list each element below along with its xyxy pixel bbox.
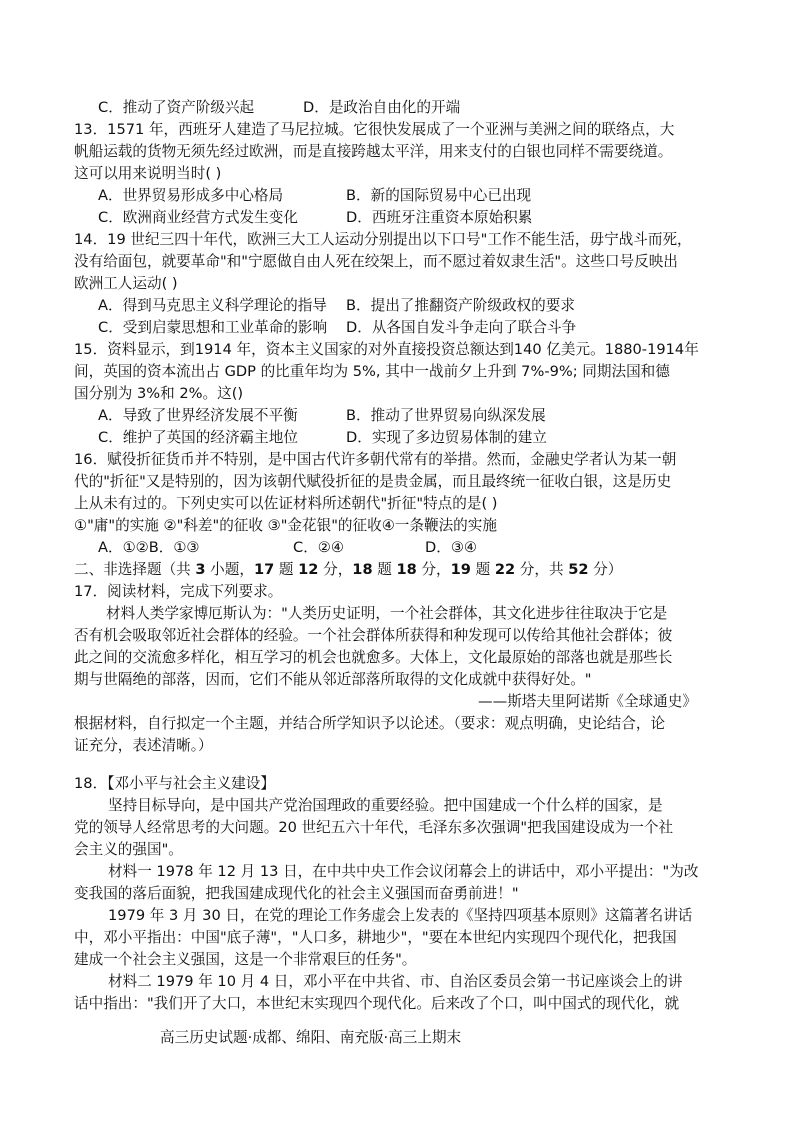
q16-stem-line-2: 代的"折征"又是特别的，因为该朝代赋役折征的是贵金属，而且最终统一征收白银，这是历史 xyxy=(74,473,672,490)
q15-option-d: D．实现了多边贸易体制的建立 xyxy=(346,429,547,446)
q18-material1-line-2: 变我国的落后面貌，把我国建成现代化的社会主义强国而奋勇前进！" xyxy=(74,885,519,902)
q14-stem-line-3: 欧洲工人运动( ) xyxy=(74,275,178,292)
q14-options-row-1 xyxy=(98,295,575,317)
q14-options-row-2 xyxy=(98,317,576,339)
q13-option-b: B．新的国际贸易中心已出现 xyxy=(346,187,532,204)
q13-stem-line-3: 这可以用来说明当时( ) xyxy=(74,165,222,182)
q13-option-d: D．西班牙注重资本原始积累 xyxy=(346,209,533,226)
q16-option-c: C．②④ xyxy=(293,539,344,556)
q17-material-line-1: 材料人类学家博厄斯认为："人类历史证明，一个社会群体，其文化进步往往取决于它是 xyxy=(106,605,668,622)
q15-option-c: C．维护了英国的经济霸主地位 xyxy=(98,429,298,446)
q16-option-d: D．③④ xyxy=(425,539,477,556)
q13-option-a: A．世界贸易形成多中心格局 xyxy=(98,187,284,204)
q13-option-c: C．欧洲商业经营方式发生变化 xyxy=(98,209,298,226)
q18-material1b-line-3: 建成一个社会主义强国，这是一个非常艰巨的任务"。 xyxy=(74,951,417,968)
q14-option-c: C．受到启蒙思想和工业革命的影响 xyxy=(98,319,328,336)
q15-option-b: B．推动了世界贸易向纵深发展 xyxy=(346,407,546,424)
q18-material2-line-2: 话中指出："我们开了大口，本世纪末实现四个现代化。后来改了个口，叫中国式的现代化，就 xyxy=(74,995,680,1012)
q15-option-a: A．导致了世界经济发展不平衡 xyxy=(98,407,298,424)
q14-option-b: B．提出了推翻资产阶级政权的要求 xyxy=(346,297,575,314)
q18-material1b-line-2: 中，邓小平指出：中国"底子薄"，"人口多，耕地少"，"要在本世纪内实现四个现代化，把我国 xyxy=(74,929,677,946)
q13-options-row-1 xyxy=(98,185,531,207)
section2-heading: 二、非选择题（共 3 小题，17 题 12 分，18 题 18 分，19 题 22 分，共 52 分） xyxy=(74,561,623,578)
q18-intro-line-1: 坚持目标导向，是中国共产党治国理政的重要经验。把中国建成一个什么样的国家，是 xyxy=(108,797,663,814)
q14-option-d: D．从各国自发斗争走向了联合斗争 xyxy=(346,319,577,336)
q12-option-c: C．推动了资产阶级兴起 xyxy=(98,99,255,116)
q14-stem-line-1: 14．19 世纪三四十年代，欧洲三大工人运动分别提出以下口号"工作不能生活，毋宁战斗而死， xyxy=(74,231,692,248)
q16-stem-line-3: 上从未有过的。下列史实可以佐证材料所述朝代"折征"特点的是( ) xyxy=(74,495,498,512)
q17-title: 17．阅读材料，完成下列要求。 xyxy=(74,583,283,600)
q14-stem-line-2: 没有给面包，就要革命"和"宁愿做自由人死在绞架上，而不愿过着奴隶生活"。这些口号反映出 xyxy=(74,253,678,270)
q18-material1b-line-1: 1979 年 3 月 30 日，在党的理论工作务虚会上发表的《坚持四项基本原则》这篇著名讲话 xyxy=(108,907,693,924)
page-footer: 高三历史试题·成都、绵阳、南充版·高三上期末 xyxy=(160,1029,462,1046)
q12-option-d: D．是政治自由化的开端 xyxy=(303,99,461,116)
q15-options-row-1 xyxy=(98,405,546,427)
q16-stem-line-1: 16．赋役折征货币并不特别，是中国古代许多朝代常有的举措。然而，金融史学者认为某一朝 xyxy=(74,451,677,468)
q13-options-row-2 xyxy=(98,207,532,229)
q13-stem-line-1: 13．1571 年，西班牙人建造了马尼拉城。它很快发展成了一个亚洲与美洲之间的联络点，大 xyxy=(74,121,675,138)
q17-material-line-4: 期与世隔绝的部落，因而，它们不能从邻近部落所取得的文化成就中获得好处。" xyxy=(74,671,592,688)
q17-task-line-2: 证充分，表述清晰。） xyxy=(74,737,213,754)
q18-material1-line-1: 材料一 1978 年 12 月 13 日，在中共中央工作会议闭幕会上的讲话中，邓小平提出："为改 xyxy=(108,863,699,880)
q15-stem-line-1: 15．资料显示，到1914 年，资本主义国家的对外直接投资总额达到140 亿美元。1880-1914年 xyxy=(74,341,699,358)
q18-intro-line-2: 党的领导人经常思考的大问题。20 世纪五六十年代，毛泽东多次强调"把我国建设成为一个社 xyxy=(74,819,674,836)
q18-title: 18．【邓小平与社会主义建设】 xyxy=(74,775,275,792)
q12-options-row xyxy=(98,97,460,119)
q15-options-row-2 xyxy=(98,427,547,449)
q16-choices: ①"庸"的实施 ②"科差"的征收 ③"金花银"的征收④一条鞭法的实施 xyxy=(74,517,497,534)
q16-option-ab: A．①②B．①③ xyxy=(98,539,200,556)
q15-stem-line-3: 国分别为 3%和 2%。这() xyxy=(74,385,244,402)
q17-task-line-1: 根据材料，自行拟定一个主题，并结合所学知识予以论述。（要求：观点明确，史论结合，论 xyxy=(74,715,666,732)
q17-material-line-2: 否有机会吸取邻近社会群体的经验。一个社会群体所获得和种发现可以传给其他社会群体；彼 xyxy=(74,627,673,644)
q18-material2-line-1: 材料二 1979 年 10 月 4 日，邓小平在中共省、市、自治区委员会第一书记座谈会上的讲 xyxy=(108,973,683,990)
q14-option-a: A．得到马克思主义科学理论的指导 xyxy=(98,297,327,314)
q17-material-line-3: 此之间的交流愈多样化，相互学习的机会也就愈多。大体上，文化最原始的部落也就是那些长 xyxy=(74,649,673,666)
q16-options-row xyxy=(98,537,477,559)
q17-source: ——斯塔夫里阿诺斯《全球通史》 xyxy=(478,693,697,710)
q13-stem-line-2: 帆船运载的货物无须先经过欧洲，而是直接跨越太平洋，用来支付的白银也同样不需要绕道。 xyxy=(74,143,673,160)
q15-stem-line-2: 间，英国的资本流出占 GDP 的比重年均为 5%, 其中一战前夕上升到 7%-9%; 同期法国和德 xyxy=(74,363,670,380)
q18-intro-line-3: 会主义的强国"。 xyxy=(74,841,183,858)
